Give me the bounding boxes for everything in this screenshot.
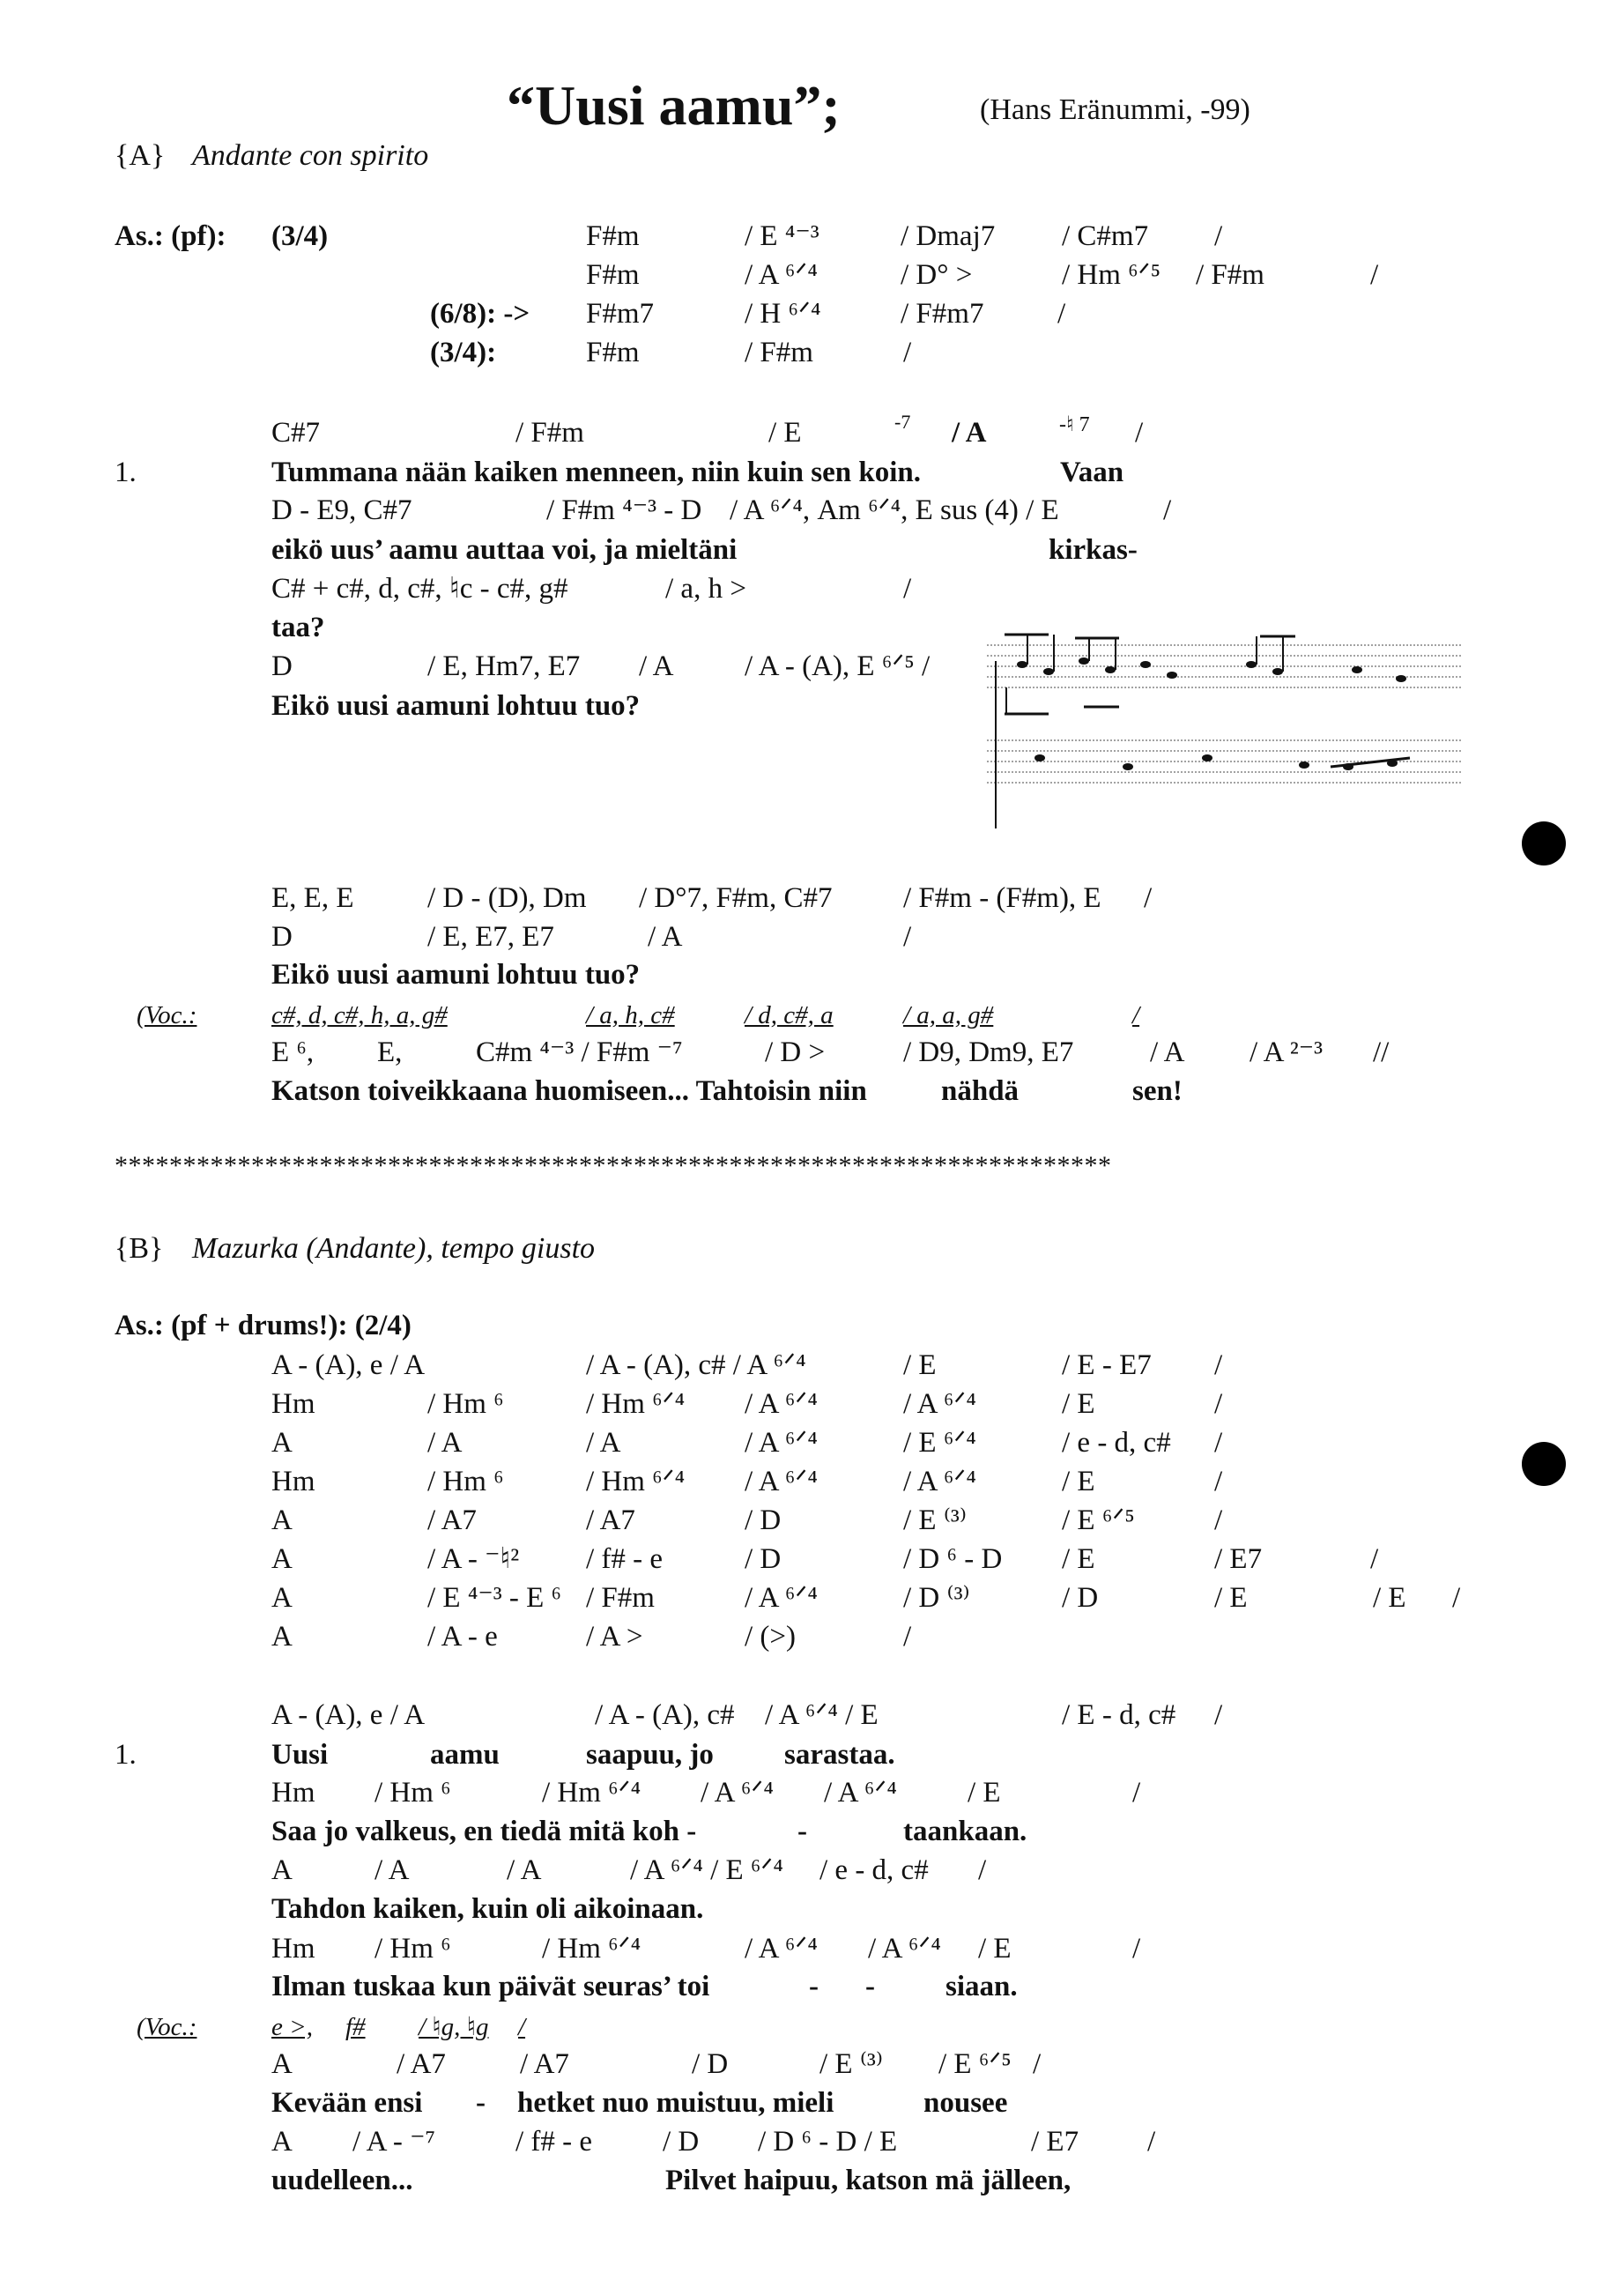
chord: / A7 [397,2048,446,2080]
lyric: Eikö uusi aamuni lohtuu tuo? [271,959,641,991]
chord: / D ⁶ - D / E [758,2126,898,2158]
chord: / A [1150,1036,1185,1068]
chord: / E ⁶ᐟ⁵ [938,2048,1012,2080]
chord: / [903,1621,912,1653]
chord: / D° > [901,259,973,291]
chord: / C#m7 [1062,220,1149,252]
chord: / [1370,1543,1379,1575]
chord: / Hm ⁶ [374,1933,451,1965]
chord: / D [663,2126,700,2158]
music-notation-image [987,626,1463,837]
chord: / E [1062,1388,1095,1420]
chord: / A7 [586,1504,635,1536]
chord: / [1057,298,1066,330]
chord: / [1214,1466,1223,1497]
lyric: sarastaa. [784,1739,895,1771]
chord: C# + c#, d, c#, ♮c - c#, g# [271,573,568,605]
chord: / D°7, F#m, C#7 [639,882,833,914]
chord: / D ⁽³⁾ [903,1582,970,1614]
song-author: (Hans Eränummi, -99) [980,93,1250,126]
chord: / A - ⁻⁷ [352,2126,436,2158]
chord: / [1033,2048,1042,2080]
lyric: Ilman tuskaa kun päivät seuras’ toi [271,1971,710,2002]
lyric: Tahdon kaiken, kuin oli aikoinaan. [271,1893,704,1925]
chord: / D [692,2048,729,2080]
chord: / [903,921,912,953]
chord: D [271,650,293,682]
chord: Hm [271,1466,315,1497]
lyric: Tummana nään kaiken menneen, niin kuin sen koin. [271,457,921,488]
chord: / Hm ⁶ᐟ⁴ [586,1466,686,1497]
chord: A - (A), e / A [271,1699,426,1731]
chord: / [1163,494,1172,526]
voc-note: c#, d, c#, h, a, g# [271,1001,448,1029]
chord: / A ⁶ᐟ⁴ [745,259,818,291]
chord: / F#m ⁴⁻³ - D [546,494,702,526]
chord: / E ⁶ᐟ⁴ [903,1427,976,1459]
chord: / E, Hm7, E7 [427,650,581,682]
lyric: Eikö uusi aamuni lohtuu tuo? [271,690,641,722]
chord: / E7 [1031,2126,1079,2158]
chord: E, [377,1036,403,1068]
chord: / E ⁽³⁾ [903,1504,967,1536]
chord: / A ⁶ᐟ⁴ / E ⁶ᐟ⁴ [630,1854,783,1886]
chord: / A ⁶ᐟ⁴ [745,1582,818,1614]
chord: / A ⁶ᐟ⁴ [745,1388,818,1420]
verse-number: 1. [115,457,137,488]
chord: / A [952,417,987,449]
chord: A [271,1543,293,1575]
lyric: Kevään ensi [271,2087,423,2119]
chord: C#7 [271,417,321,449]
lyric: - [476,2087,486,2119]
chord: C#m ⁴⁻³ / F#m ⁻⁷ [476,1036,683,1068]
chord: / A7 [427,1504,477,1536]
chord: / [903,573,912,605]
chord: / [978,1854,987,1886]
voc-note: / a, a, g# [903,1001,994,1029]
chord: / E [968,1777,1001,1809]
chord: / [1144,882,1153,914]
chord: F#m [586,259,640,291]
chord: / F#m - (F#m), E [903,882,1101,914]
chord: F#m7 [586,298,655,330]
chord: / D [745,1504,782,1536]
lyric: uudelleen... [271,2165,413,2196]
lyric: saapuu, jo [586,1739,714,1771]
chord: / E ⁽³⁾ [819,2048,883,2080]
chord: / F#m [1196,259,1264,291]
chord: A [271,1504,293,1536]
chord: / a, h > [665,573,746,605]
chord: / Hm ⁶ [427,1388,504,1420]
voc-label: (Voc.: [137,1001,197,1029]
chord: / D9, Dm9, E7 [903,1036,1074,1068]
chord: / A [427,1427,463,1459]
chord: / E ⁶ᐟ⁵ [1062,1504,1135,1536]
chord: / A ⁶ᐟ⁴ [701,1777,774,1809]
punch-hole [1522,821,1566,865]
chord: / [1132,1933,1141,1965]
chord: / D [745,1543,782,1575]
chord: / Hm ⁶ [374,1777,451,1809]
chord: / A - (A), E ⁶ᐟ⁵ / [745,650,931,682]
chord: / E [903,1349,937,1381]
chord: / E [1373,1582,1406,1614]
chord: / f# - e [586,1543,664,1575]
chord: F#m [586,220,640,252]
chord: / [903,337,912,368]
section-separator: ************************************************************************* [115,1151,1112,1180]
chord: F#m [586,337,640,368]
lyric: - [865,1971,875,2002]
punch-hole [1522,1442,1566,1486]
chord: / [1214,220,1223,252]
chord: E ⁶, [271,1036,315,1068]
chord: E, E, E [271,882,354,914]
chord: / E, E7, E7 [427,921,554,953]
chord: / A - (A), c# / A ⁶ᐟ⁴ [586,1349,806,1381]
lyric: sen! [1132,1075,1183,1107]
voc-note: f# [345,2013,366,2041]
chord: Hm [271,1388,315,1420]
voc-note: / [1132,1001,1140,1029]
chord: / [1214,1349,1223,1381]
chord: / A ⁶ᐟ⁴ [745,1466,818,1497]
chord: A [271,2126,293,2158]
chord: / Hm ⁶ᐟ⁴ [586,1388,686,1420]
chord: / A - ⁻♮² [427,1543,520,1575]
chord: -7 [894,411,911,433]
section-b-tempo: Mazurka (Andante), tempo giusto [192,1232,596,1265]
chord: / (>) [745,1621,797,1653]
chord: / Dmaj7 [901,220,996,252]
chord: / A ⁶ᐟ⁴ [745,1933,818,1965]
chord: / Hm ⁶ᐟ⁵ [1062,259,1161,291]
lyric: Saa jo valkeus, en tiedä mitä koh - [271,1816,697,1847]
lyric: nähdä [941,1075,1020,1107]
chord: / E7 [1214,1543,1263,1575]
chord: / D [1062,1582,1099,1614]
chord: A [271,1427,293,1459]
chord: / [1132,1777,1141,1809]
voc-note: / a, h, c# [586,1001,675,1029]
lyric: Katson toiveikkaana huomiseen... Tahtoisin niin [271,1075,867,1107]
chord: / D > [765,1036,826,1068]
chord: / [1370,259,1379,291]
voc-note: / ♮g, ♮g [419,2013,489,2041]
chord: / A > [586,1621,643,1653]
chord: / E [1214,1582,1248,1614]
chord: / A7 [520,2048,569,2080]
chord: / D - (D), Dm [427,882,587,914]
chord: // [1373,1036,1390,1068]
chord: / F#m [515,417,584,449]
chord: / F#m7 [901,298,984,330]
meter-change-34: (3/4): [430,337,497,368]
intro-b-label: As.: (pf + drums!): (2/4) [115,1310,412,1341]
chord: / [1147,2126,1156,2158]
chord: A [271,1582,293,1614]
intro-a-label: As.: (pf): [115,220,226,252]
chord: / A - (A), c# [595,1699,735,1731]
chord: A - (A), e / A [271,1349,426,1381]
voc-note: e >, [271,2013,313,2041]
lyric: nousee [923,2087,1008,2119]
chord: -♮ 7 [1059,413,1090,436]
lyric: Pilvet haipuu, katson mä jälleen, [665,2165,1072,2196]
chord: / A ⁶ᐟ⁴, Am ⁶ᐟ⁴, E sus (4) / E [730,494,1059,526]
chord: D - E9, C#7 [271,494,412,526]
chord: / e - d, c# [819,1854,929,1886]
chord: / E ⁴⁻³ - E ⁶ [427,1582,562,1614]
lyric: - [809,1971,819,2002]
chord: / A ⁶ᐟ⁴ [824,1777,897,1809]
chord: / [1214,1699,1223,1731]
lyric: - [797,1816,807,1847]
chord: / A [374,1854,410,1886]
chord: / [1214,1388,1223,1420]
chord: / A [639,650,674,682]
chord: / Hm ⁶ [427,1466,504,1497]
intro-a-meter: (3/4) [271,220,329,252]
section-b-label: {B} [115,1232,164,1265]
lyric: kirkas- [1049,534,1138,566]
section-a-tempo: Andante con spirito [192,139,429,172]
chord: / E - d, c# [1062,1699,1176,1731]
lyric: aamu [430,1739,500,1771]
chord: / [1214,1427,1223,1459]
chord: / A ⁶ᐟ⁴ / E [765,1699,879,1731]
chord: / A ²⁻³ [1250,1036,1324,1068]
chord: / E [1062,1466,1095,1497]
chord: / [1214,1504,1223,1536]
chord: / E - E7 [1062,1349,1152,1381]
chord: / E [1062,1543,1095,1575]
chord: / E [768,417,802,449]
voc-note: / [518,2013,526,2041]
chord: / e - d, c# [1062,1427,1171,1459]
song-title: “Uusi aamu”; [507,74,841,137]
chord: / Hm ⁶ᐟ⁴ [542,1777,641,1809]
chord: / f# - e [515,2126,593,2158]
lyric: taa? [271,612,325,643]
chord: / D ⁶ - D [903,1543,1003,1575]
chord: / Hm ⁶ᐟ⁴ [542,1933,641,1965]
chord: / [1135,417,1144,449]
chord: D [271,921,293,953]
chord: / A - e [427,1621,498,1653]
chord: A [271,1621,293,1653]
chord: / E ⁴⁻³ [745,220,819,252]
lyric: taankaan. [903,1816,1027,1847]
chord: / H ⁶ᐟ⁴ [745,298,821,330]
lyric: eikö uus’ aamu auttaa voi, ja mieltäni [271,534,738,566]
chord: Hm [271,1933,315,1965]
section-a-label: {A} [115,139,166,172]
lyric: siaan. [945,1971,1018,2002]
chord: Hm [271,1777,315,1809]
meter-change-68: (6/8): -> [430,298,530,330]
chord: / E [978,1933,1012,1965]
chord: A [271,1854,293,1886]
chord: / A ⁶ᐟ⁴ [903,1466,976,1497]
voc-label: (Voc.: [137,2013,197,2041]
chord: / F#m [745,337,813,368]
chord: / A ⁶ᐟ⁴ [903,1388,976,1420]
lyric: Uusi [271,1739,329,1771]
chord: / A [586,1427,621,1459]
chord: / A [648,921,683,953]
lyric: Vaan [1060,457,1124,488]
chord: / A ⁶ᐟ⁴ [868,1933,941,1965]
chord: / A ⁶ᐟ⁴ [745,1427,818,1459]
verse-number: 1. [115,1739,137,1771]
chord: A [271,2048,293,2080]
chord: / [1452,1582,1461,1614]
chord: / F#m [586,1582,655,1614]
lyric: hetket nuo muistuu, mieli [517,2087,834,2119]
chord: / A [507,1854,542,1886]
voc-note: / d, c#, a [745,1001,834,1029]
